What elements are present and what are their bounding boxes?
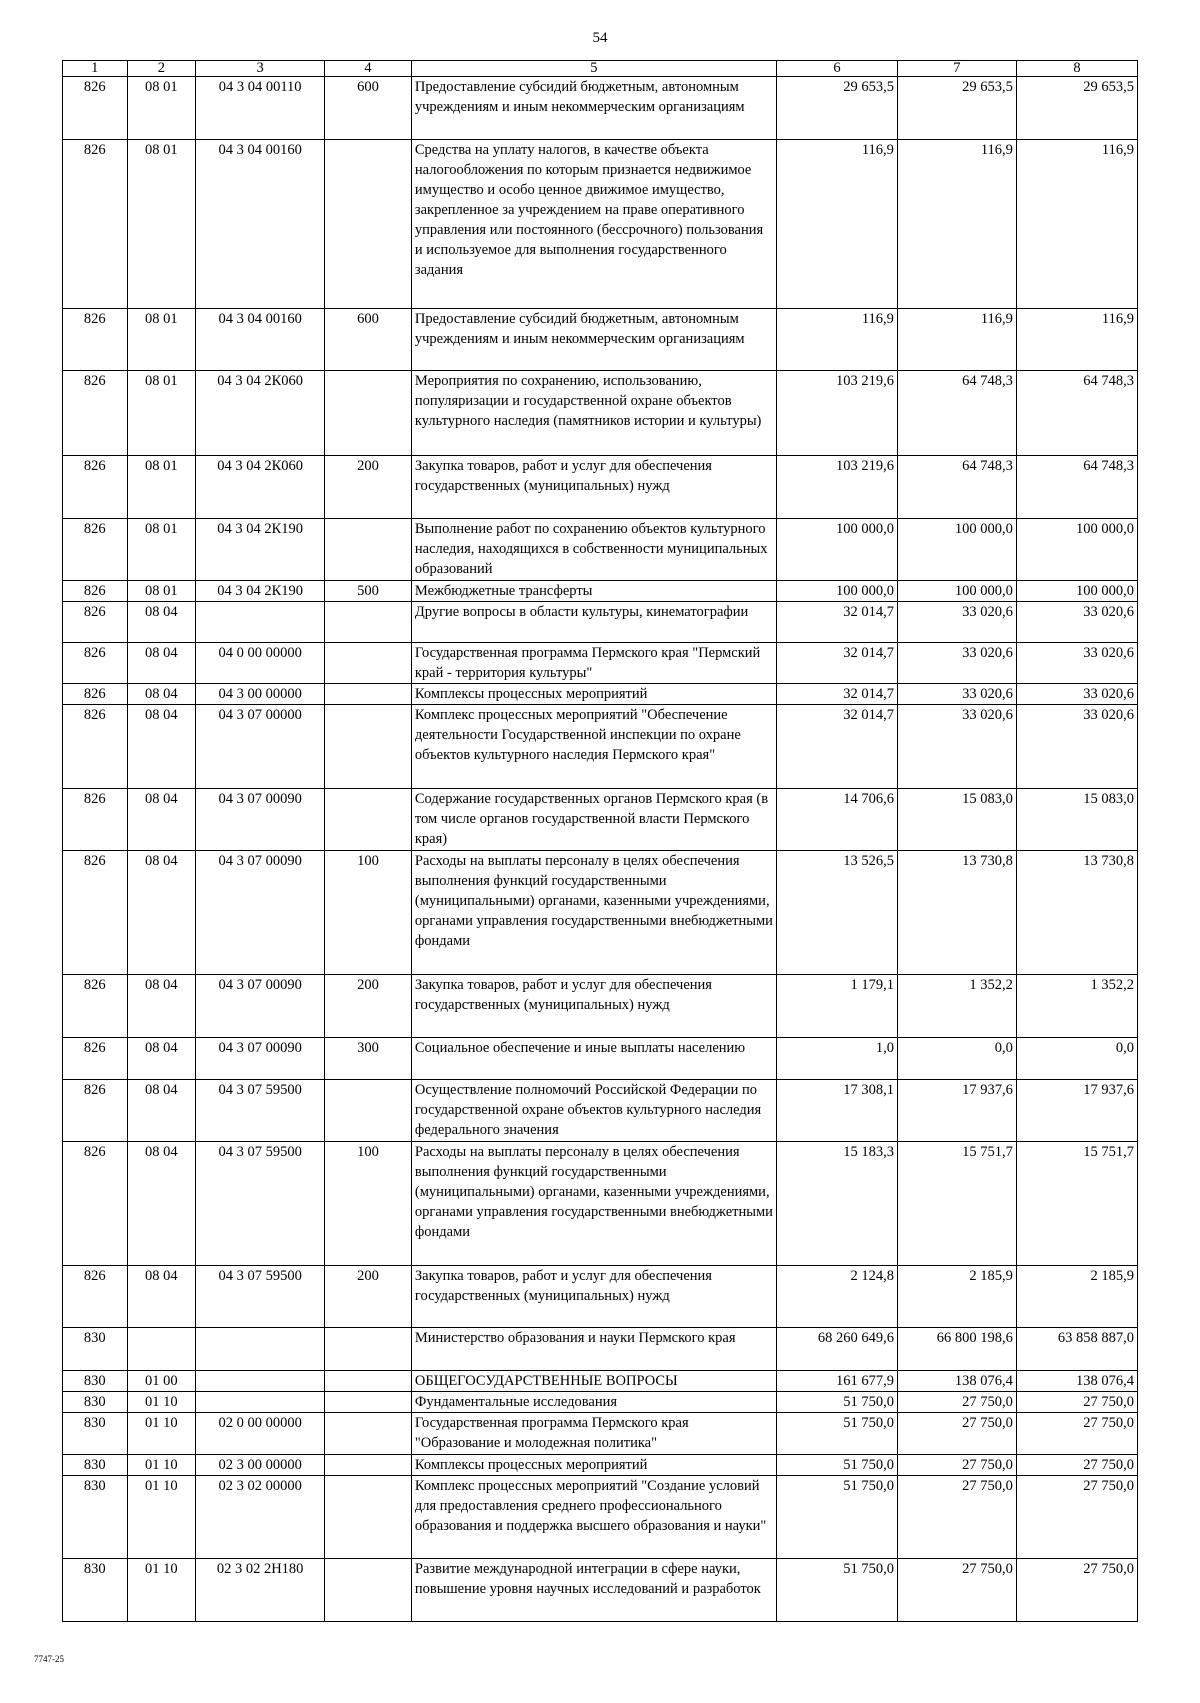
description-cell: Расходы на выплаты персоналу в целях обеспечения выполнения функций государственными (муниципальными) органами, казенными учреждениями, органами управления государственными внебюджетными фондами [411,1142,776,1266]
section-code-cell: 08 01 [127,456,196,519]
table-row [63,1038,1138,1080]
description-cell: Комплексы процессных мероприятий [411,684,776,705]
expense-type-cell: 100 [325,851,412,975]
amount-cell: 64 748,3 [1016,456,1137,519]
column-header: 2 [127,61,196,77]
amount-cell: 103 219,6 [776,456,897,519]
admin-code-cell: 826 [63,684,128,705]
target-code-cell: 04 3 04 2К060 [196,456,325,519]
amount-cell: 27 750,0 [1016,1392,1137,1413]
amount-cell: 161 677,9 [776,1371,897,1392]
table-row [63,581,1138,602]
expense-type-cell: 200 [325,1266,412,1328]
admin-code-cell: 826 [63,140,128,309]
expense-type-cell [325,1080,412,1142]
amount-cell: 116,9 [1016,140,1137,309]
amount-cell: 116,9 [897,309,1016,371]
description-cell: Закупка товаров, работ и услуг для обеспечения государственных (муниципальных) нужд [411,1266,776,1328]
amount-cell: 15 083,0 [897,789,1016,851]
section-code-cell: 01 10 [127,1392,196,1413]
target-code-cell: 04 3 07 00000 [196,705,325,789]
expense-type-cell [325,371,412,456]
admin-code-cell: 826 [63,975,128,1038]
amount-cell: 29 653,5 [897,77,1016,140]
table-row [63,975,1138,1038]
expense-type-cell [325,705,412,789]
section-code-cell [127,1328,196,1371]
target-code-cell: 02 3 02 2Н180 [196,1559,325,1622]
amount-cell: 138 076,4 [897,1371,1016,1392]
section-code-cell: 08 01 [127,309,196,371]
description-cell: Закупка товаров, работ и услуг для обеспечения государственных (муниципальных) нужд [411,456,776,519]
table-row [63,1328,1138,1371]
amount-cell: 17 937,6 [897,1080,1016,1142]
target-code-cell [196,1371,325,1392]
amount-cell: 32 014,7 [776,643,897,684]
section-code-cell: 08 04 [127,851,196,975]
target-code-cell: 04 3 00 00000 [196,684,325,705]
amount-cell: 100 000,0 [897,581,1016,602]
expense-type-cell [325,1392,412,1413]
column-header: 5 [411,61,776,77]
document-code: 7747-25 [34,1654,64,1664]
description-cell: Осуществление полномочий Российской Федерации по государственной охране объектов культурного наследия федерального значения [411,1080,776,1142]
description-cell: Расходы на выплаты персоналу в целях обеспечения выполнения функций государственными (муниципальными) органами, казенными учреждениями, органами управления государственными внебюджетными фондами [411,851,776,975]
amount-cell: 27 750,0 [897,1392,1016,1413]
amount-cell: 15 751,7 [897,1142,1016,1266]
amount-cell: 100 000,0 [1016,519,1137,581]
description-cell: Закупка товаров, работ и услуг для обеспечения государственных (муниципальных) нужд [411,975,776,1038]
amount-cell: 27 750,0 [1016,1413,1137,1455]
amount-cell: 64 748,3 [1016,371,1137,456]
description-cell: Министерство образования и науки Пермского края [411,1328,776,1371]
amount-cell: 116,9 [776,309,897,371]
expense-type-cell [325,1413,412,1455]
amount-cell: 29 653,5 [776,77,897,140]
section-code-cell: 08 04 [127,1080,196,1142]
target-code-cell: 04 3 04 2К060 [196,371,325,456]
admin-code-cell: 826 [63,1038,128,1080]
amount-cell: 1 179,1 [776,975,897,1038]
admin-code-cell: 830 [63,1392,128,1413]
table-row [63,1142,1138,1266]
section-code-cell: 08 04 [127,602,196,643]
table-body [63,77,1138,1622]
target-code-cell: 04 3 04 00160 [196,140,325,309]
amount-cell: 64 748,3 [897,371,1016,456]
target-code-cell: 04 0 00 00000 [196,643,325,684]
description-cell: Комплексы процессных мероприятий [411,1455,776,1476]
section-code-cell: 08 04 [127,1038,196,1080]
amount-cell: 33 020,6 [897,643,1016,684]
amount-cell: 17 308,1 [776,1080,897,1142]
section-code-cell: 08 04 [127,643,196,684]
table-row [63,77,1138,140]
amount-cell: 32 014,7 [776,602,897,643]
amount-cell: 27 750,0 [897,1476,1016,1559]
column-header: 7 [897,61,1016,77]
description-cell: Средства на уплату налогов, в качестве объекта налогообложения по которым признается недвижимое имущество и особо ценное движимое имущество, закрепленное за учреждением на праве оперативного управления или постоянного (бессрочного) пользования и используемое для выполнения государственного задания [411,140,776,309]
admin-code-cell: 826 [63,643,128,684]
target-code-cell: 04 3 07 59500 [196,1266,325,1328]
admin-code-cell: 830 [63,1328,128,1371]
amount-cell: 14 706,6 [776,789,897,851]
description-cell: Выполнение работ по сохранению объектов культурного наследия, находящихся в собственности муниципальных образований [411,519,776,581]
section-code-cell: 08 04 [127,975,196,1038]
section-code-cell: 08 04 [127,684,196,705]
target-code-cell: 02 3 02 00000 [196,1476,325,1559]
target-code-cell: 04 3 04 2К190 [196,581,325,602]
admin-code-cell: 830 [63,1455,128,1476]
amount-cell: 64 748,3 [897,456,1016,519]
description-cell: Социальное обеспечение и иные выплаты населению [411,1038,776,1080]
amount-cell: 27 750,0 [897,1413,1016,1455]
amount-cell: 100 000,0 [776,581,897,602]
table-row [63,519,1138,581]
admin-code-cell: 826 [63,371,128,456]
amount-cell: 13 730,8 [897,851,1016,975]
description-cell: Другие вопросы в области культуры, кинематографии [411,602,776,643]
description-cell: Предоставление субсидий бюджетным, автономным учреждениям и иным некоммерческим организациям [411,77,776,140]
expense-type-cell [325,1371,412,1392]
amount-cell: 63 858 887,0 [1016,1328,1137,1371]
amount-cell: 27 750,0 [1016,1476,1137,1559]
description-cell: ОБЩЕГОСУДАРСТВЕННЫЕ ВОПРОСЫ [411,1371,776,1392]
amount-cell: 2 124,8 [776,1266,897,1328]
expense-type-cell: 200 [325,975,412,1038]
section-code-cell: 08 01 [127,581,196,602]
admin-code-cell: 826 [63,77,128,140]
admin-code-cell: 826 [63,1142,128,1266]
section-code-cell: 01 10 [127,1413,196,1455]
table-row [63,140,1138,309]
table-row [63,1080,1138,1142]
target-code-cell [196,1328,325,1371]
amount-cell: 0,0 [897,1038,1016,1080]
description-cell: Мероприятия по сохранению, использованию, популяризации и государственной охране объектов культурного наследия (памятников истории и культуры) [411,371,776,456]
amount-cell: 66 800 198,6 [897,1328,1016,1371]
target-code-cell [196,1392,325,1413]
expense-type-cell: 100 [325,1142,412,1266]
description-cell: Содержание государственных органов Пермского края (в том числе органов государственной власти Пермского края) [411,789,776,851]
admin-code-cell: 826 [63,705,128,789]
amount-cell: 51 750,0 [776,1455,897,1476]
section-code-cell: 01 00 [127,1371,196,1392]
budget-table [62,60,1138,1622]
target-code-cell: 04 3 04 00160 [196,309,325,371]
table-row [63,1413,1138,1455]
section-code-cell: 01 10 [127,1476,196,1559]
table-row [63,602,1138,643]
description-cell: Межбюджетные трансферты [411,581,776,602]
admin-code-cell: 826 [63,581,128,602]
amount-cell: 13 526,5 [776,851,897,975]
admin-code-cell: 826 [63,602,128,643]
section-code-cell: 08 01 [127,140,196,309]
amount-cell: 103 219,6 [776,371,897,456]
column-header: 6 [776,61,897,77]
table-row [63,789,1138,851]
amount-cell: 116,9 [776,140,897,309]
description-cell: Государственная программа Пермского края "Пермский край - территория культуры" [411,643,776,684]
target-code-cell: 02 0 00 00000 [196,1413,325,1455]
section-code-cell: 08 04 [127,1142,196,1266]
section-code-cell: 08 01 [127,519,196,581]
amount-cell: 32 014,7 [776,705,897,789]
amount-cell: 27 750,0 [1016,1559,1137,1622]
amount-cell: 0,0 [1016,1038,1137,1080]
admin-code-cell: 826 [63,1266,128,1328]
amount-cell: 33 020,6 [897,705,1016,789]
table-row [63,456,1138,519]
admin-code-cell: 830 [63,1371,128,1392]
amount-cell: 1,0 [776,1038,897,1080]
table-row [63,643,1138,684]
amount-cell: 51 750,0 [776,1413,897,1455]
expense-type-cell: 300 [325,1038,412,1080]
amount-cell: 27 750,0 [897,1559,1016,1622]
header-row [63,61,1138,77]
amount-cell: 33 020,6 [897,602,1016,643]
target-code-cell: 04 3 07 00090 [196,851,325,975]
section-code-cell: 08 04 [127,705,196,789]
target-code-cell: 04 3 04 2К190 [196,519,325,581]
description-cell: Развитие международной интеграции в сфере науки, повышение уровня научных исследований и разработок [411,1559,776,1622]
admin-code-cell: 826 [63,519,128,581]
amount-cell: 51 750,0 [776,1476,897,1559]
column-header: 1 [63,61,128,77]
target-code-cell: 04 3 04 00110 [196,77,325,140]
admin-code-cell: 830 [63,1559,128,1622]
description-cell: Комплекс процессных мероприятий "Создание условий для предоставления среднего профессионального образования и поддержка высшего образования и науки" [411,1476,776,1559]
expense-type-cell: 600 [325,309,412,371]
amount-cell: 33 020,6 [1016,602,1137,643]
description-cell: Фундаментальные исследования [411,1392,776,1413]
expense-type-cell [325,1455,412,1476]
table-row [63,851,1138,975]
description-cell: Предоставление субсидий бюджетным, автономным учреждениям и иным некоммерческим организациям [411,309,776,371]
target-code-cell: 04 3 07 00090 [196,975,325,1038]
amount-cell: 17 937,6 [1016,1080,1137,1142]
amount-cell: 15 083,0 [1016,789,1137,851]
admin-code-cell: 826 [63,1080,128,1142]
amount-cell: 33 020,6 [897,684,1016,705]
amount-cell: 33 020,6 [1016,705,1137,789]
amount-cell: 2 185,9 [1016,1266,1137,1328]
admin-code-cell: 826 [63,456,128,519]
target-code-cell: 04 3 07 00090 [196,1038,325,1080]
expense-type-cell: 200 [325,456,412,519]
amount-cell: 27 750,0 [1016,1455,1137,1476]
amount-cell: 29 653,5 [1016,77,1137,140]
page-number: 54 [592,30,608,46]
amount-cell: 15 183,3 [776,1142,897,1266]
expense-type-cell: 600 [325,77,412,140]
column-header: 3 [196,61,325,77]
target-code-cell: 02 3 00 00000 [196,1455,325,1476]
target-code-cell: 04 3 07 59500 [196,1080,325,1142]
section-code-cell: 01 10 [127,1559,196,1622]
column-header: 4 [325,61,412,77]
table-row [63,1392,1138,1413]
section-code-cell: 08 04 [127,1266,196,1328]
amount-cell: 100 000,0 [1016,581,1137,602]
amount-cell: 51 750,0 [776,1559,897,1622]
amount-cell: 2 185,9 [897,1266,1016,1328]
table-row [63,684,1138,705]
section-code-cell: 08 01 [127,371,196,456]
expense-type-cell [325,519,412,581]
expense-type-cell [325,1559,412,1622]
expense-type-cell [325,140,412,309]
description-cell: Комплекс процессных мероприятий "Обеспечение деятельности Государственной инспекции по охране объектов культурного наследия Пермского края" [411,705,776,789]
table-row [63,1371,1138,1392]
admin-code-cell: 830 [63,1476,128,1559]
amount-cell: 32 014,7 [776,684,897,705]
amount-cell: 116,9 [1016,309,1137,371]
admin-code-cell: 826 [63,851,128,975]
amount-cell: 68 260 649,6 [776,1328,897,1371]
section-code-cell: 08 01 [127,77,196,140]
admin-code-cell: 826 [63,309,128,371]
amount-cell: 15 751,7 [1016,1142,1137,1266]
expense-type-cell [325,684,412,705]
amount-cell: 13 730,8 [1016,851,1137,975]
amount-cell: 138 076,4 [1016,1371,1137,1392]
expense-type-cell [325,602,412,643]
table-row [63,371,1138,456]
amount-cell: 33 020,6 [1016,684,1137,705]
admin-code-cell: 826 [63,789,128,851]
expense-type-cell [325,1476,412,1559]
amount-cell: 1 352,2 [897,975,1016,1038]
target-code-cell: 04 3 07 00090 [196,789,325,851]
amount-cell: 100 000,0 [776,519,897,581]
admin-code-cell: 830 [63,1413,128,1455]
expense-type-cell [325,789,412,851]
amount-cell: 33 020,6 [1016,643,1137,684]
expense-type-cell: 500 [325,581,412,602]
expense-type-cell [325,643,412,684]
expense-type-cell [325,1328,412,1371]
target-code-cell: 04 3 07 59500 [196,1142,325,1266]
table-row [63,1455,1138,1476]
table-row [63,705,1138,789]
amount-cell: 51 750,0 [776,1392,897,1413]
table-row [63,309,1138,371]
table-row [63,1266,1138,1328]
amount-cell: 27 750,0 [897,1455,1016,1476]
amount-cell: 100 000,0 [897,519,1016,581]
column-header: 8 [1016,61,1137,77]
table-row [63,1476,1138,1559]
description-cell: Государственная программа Пермского края "Образование и молодежная политика" [411,1413,776,1455]
section-code-cell: 08 04 [127,789,196,851]
section-code-cell: 01 10 [127,1455,196,1476]
amount-cell: 116,9 [897,140,1016,309]
table-row [63,1559,1138,1622]
target-code-cell [196,602,325,643]
amount-cell: 1 352,2 [1016,975,1137,1038]
